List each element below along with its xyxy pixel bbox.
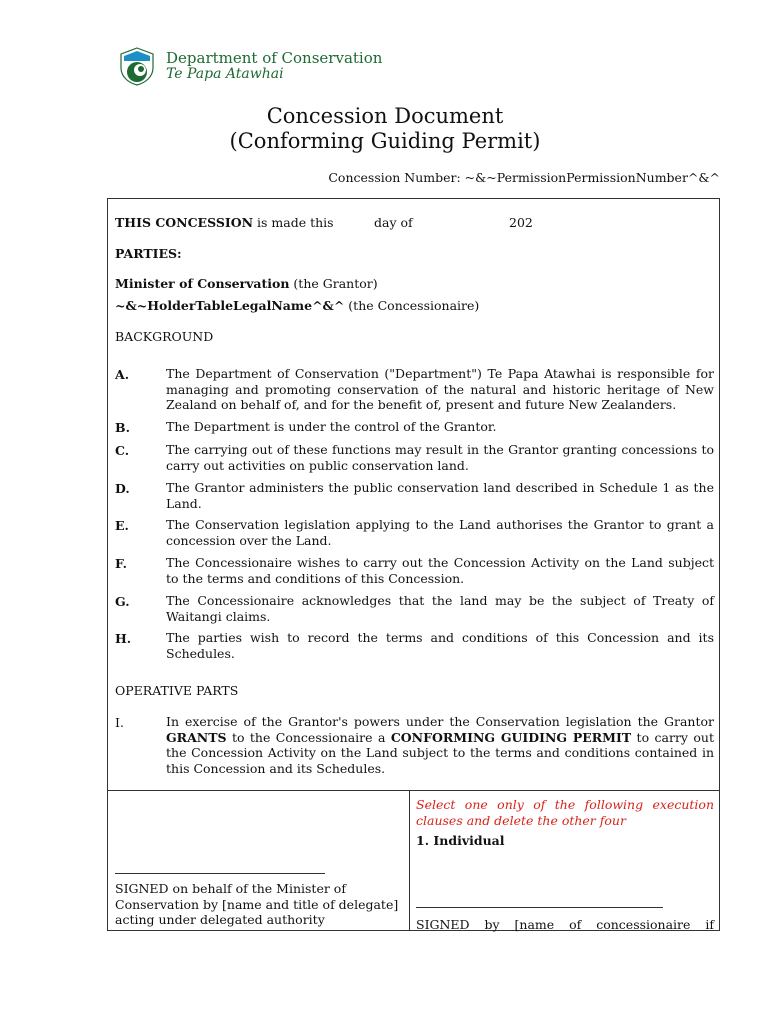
clause-letter: F. (115, 556, 127, 571)
parties-heading: PARTIES: (115, 246, 182, 261)
title-line-2: (Conforming Guiding Permit) (229, 129, 541, 153)
intro-rest: is made this (253, 215, 334, 230)
document-title (0, 104, 770, 154)
party-grantor (115, 276, 378, 292)
clause-text: The Department of Conservation ("Department") Te Papa Atawhai is responsible for managing and promoting conservation of the natural and historic heritage of New Zealand on behalf of, and for the benefit of, present and future New Zealanders. (166, 366, 714, 412)
grantor-role: (the Grantor) (289, 276, 378, 291)
org-maori-name: Te Papa Atawhai (166, 66, 284, 82)
concessionaire-signature-block: SIGNED by [name of concessionaire if (416, 917, 714, 932)
doc-logo (118, 46, 382, 86)
operative-grants: GRANTS (166, 729, 227, 745)
clause-text: The Department is under the control of the Grantor. (166, 419, 497, 434)
clause-letter: E. (115, 518, 129, 533)
clause-letter: A. (115, 367, 130, 382)
clause-text: The Concessionaire wishes to carry out the Concession Activity on the Land subject to the terms and conditions of this Concession. (166, 555, 714, 586)
signature-divider (107, 790, 720, 791)
operative-clause-text (166, 714, 714, 776)
intro-year: 202 (509, 215, 533, 230)
clause-text: The carrying out of these functions may result in the Grantor granting concessions to carry out activities on public conservation land. (166, 442, 714, 473)
doc-logo-icon (118, 46, 156, 86)
operative-heading: OPERATIVE PARTS (115, 683, 239, 698)
concessionaire-signature-line[interactable] (416, 907, 663, 908)
title-line-1: Concession Document (266, 104, 504, 128)
operative-text-3: to carry out the Concession Activity on the Land subject to the terms and conditions contained in this Concession and its Schedules. (166, 729, 714, 776)
org-name: Department of Conservation (166, 49, 383, 67)
grantor-name: Minister of Conservation (115, 276, 290, 291)
holder-role: (the Concessionaire) (344, 298, 480, 313)
clause-letter: I. (115, 715, 124, 730)
intro-lead: THIS CONCESSION (115, 215, 254, 230)
background-heading: BACKGROUND (115, 329, 214, 344)
clause-letter: B. (115, 420, 130, 435)
intro-day-of: day of (374, 215, 413, 230)
clause-letter: C. (115, 443, 130, 458)
clause-letter: H. (115, 631, 132, 646)
intro-line (115, 215, 334, 231)
clause-text: The Concessionaire acknowledges that the land may be the subject of Treaty of Waitangi claims. (166, 593, 714, 624)
clause-text: The Grantor administers the public conservation land described in Schedule 1 as the Land. (166, 480, 714, 511)
signature-column-divider (409, 790, 410, 931)
party-holder (115, 298, 479, 314)
clause-letter: D. (115, 481, 130, 496)
operative-permit: CONFORMING GUIDING PERMIT (390, 729, 632, 745)
execution-option-heading: 1. Individual (416, 833, 505, 848)
grantor-signature-line[interactable] (115, 873, 325, 874)
clause-text: The Conservation legislation applying to the Land authorises the Grantor to grant a concession over the Land. (166, 517, 714, 548)
execution-instruction: Select one only of the following execution clauses and delete the other four (416, 797, 714, 828)
clause-letter: G. (115, 594, 130, 609)
holder-name: ~&~HolderTableLegalName^&^ (115, 298, 345, 313)
clause-text: The parties wish to record the terms and conditions of this Concession and its Schedules. (166, 630, 714, 661)
grantor-signature-block: SIGNED on behalf of the Minister of Conservation by [name and title of delegate] acting under delegated authority (115, 881, 399, 927)
operative-text-2: to the Concessionaire a (226, 729, 391, 745)
operative-text-1: In exercise of the Grantor's powers under the Conservation legislation the Grantor (166, 714, 714, 729)
concession-number: Concession Number: ~&~PermissionPermissionNumber^&^ (328, 170, 720, 185)
